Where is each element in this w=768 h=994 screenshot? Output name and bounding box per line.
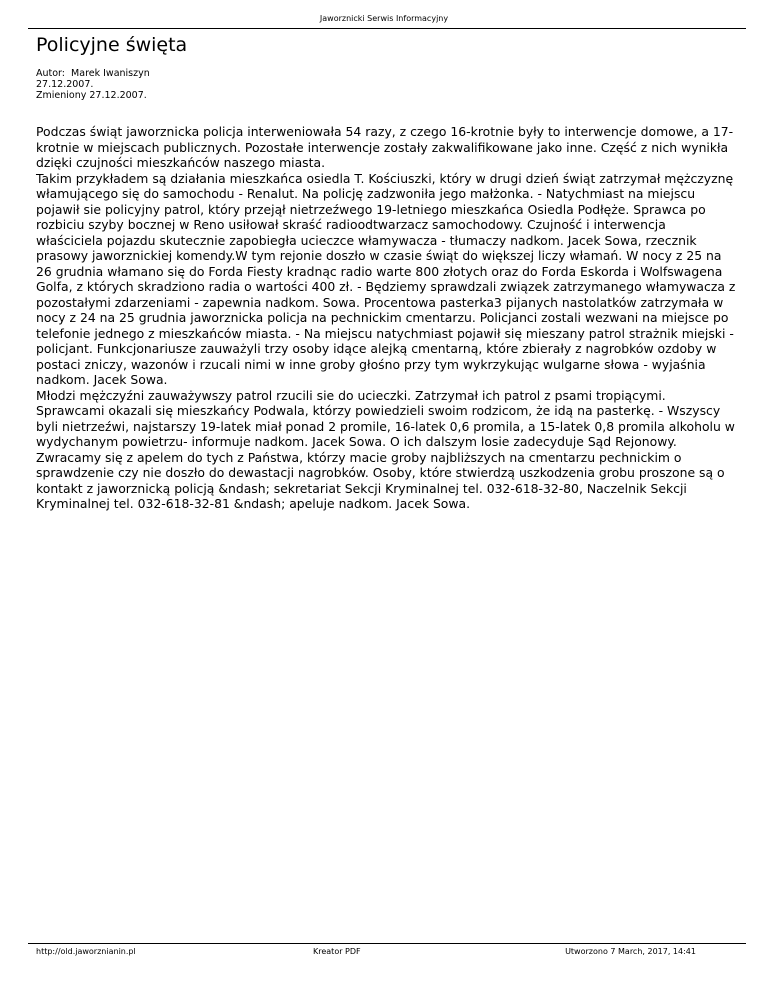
article-paragraph: Młodzi mężczyźni zauważywszy patrol rzucili sie do ucieczki. Zatrzymał ich patrol z psami tropiącymi. Sprawcami okazali się mieszkańcy Podwala, którzy powiedzieli swoim rodzicom, że idą na pasterkę. - Wszyscy byli nietrzeźwi, najstarszy 19-latek miał ponad 2 promile, 16-latek 0,6 promila, a 15-latek 0,8 promila alkoholu w wydychanym powietrzu- informuje nadkom. Jacek Sowa. O ich dalszym losie zadecyduje Sąd Rejonowy. Zwracamy się z apelem do tych z Państwa, którzy macie groby najbliższych na cmentarzu pechnickim o sprawdzenie czy nie doszło do dewastacji nagrobków. Osoby, które stwierdzą uszkodzenia grobu proszone są o kontakt z jaworznicką policją &ndash; sekretariat Sekcji Kryminalnej tel. 032-618-32-80, Naczelnik Sekcji Kryminalnej tel. 032-618-32-81 &ndash; apeluje nadkom. Jacek Sowa.: [36, 387, 735, 511]
author-line: [36, 68, 150, 79]
footer-divider: [28, 943, 746, 944]
article-title: Policyjne święta: [36, 34, 188, 56]
modified-date: Zmieniony 27.12.2007.: [36, 90, 147, 101]
author-label: Autor:: [36, 68, 65, 79]
footer-generator: Kreator PDF: [313, 947, 361, 956]
article-paragraph: Podczas świąt jaworznicka policja interweniowała 54 razy, z czego 16-krotnie były to interwencje domowe, a 17-krotnie w miejscach publicznych. Pozostałe interwencje zostały zakwalifikowane jako inne. Część z nich wynikła dzięki czujności mieszkańców naszego miasta.: [36, 124, 734, 170]
footer-created: Utworzono 7 March, 2017, 14:41: [565, 947, 696, 956]
article-body: [36, 124, 736, 512]
header-divider: [28, 28, 746, 29]
page-header-site-name: Jaworznicki Serwis Informacyjny: [319, 14, 449, 23]
footer-url: http://old.jaworznianin.pl: [36, 947, 136, 956]
publish-date: 27.12.2007.: [36, 79, 94, 90]
author-name: Marek Iwaniszyn: [71, 68, 150, 79]
article-paragraph: Takim przykładem są działania mieszkańca osiedla T. Kościuszki, który w drugi dzień świąt zatrzymał mężczyznę włamującego się do samochodu - Renalut. Na policję zadzwoniła jego małżonka. - Natychmiast na miejscu pojawił sie policyjny patrol, który przejął nietrzeźwego 19-letniego mieszkańca Osiedla Podłęże. Sprawca po rozbiciu szyby bocznej w Reno usiłował skraść radioodtwarzacz samochodowy. Czujność i interwencja właściciela pojazdu skutecznie zapobiegła ucieczce włamywacza - tłumaczy nadkom. Jacek Sowa, rzecznik prasowy jaworznickiej komendy.W tym rejonie doszło w czasie świąt do większej liczy włamań. W nocy z 25 na 26 grudnia włamano się do Forda Fiesty kradnąc radio warte 800 złotych oraz do Forda Eskorda i Wolfswagena Golfa, z których skradziono radia o wartości 400 zł. - Będziemy sprawdzali związek zatrzymanego włamywacza z pozostałymi zdarzeniami - zapewnia nadkom. Sowa. Procentowa pasterka3 pijanych nastolatków zatrzymała w nocy z 24 na 25 grudnia jaworznicka policja na pechnickim cmentarzu. Policjanci zostali wezwani na miejsce po telefonie jednego z mieszkańców miasta. - Na miejscu natychmiast pojawił się mieszany patrol strażnik miejski - policjant. Funkcjonariusze zauważyli trzy osoby idące alejką cmentarną, które zbierały z nagrobków ozdoby w postaci zniczy, wazonów i rzucali nimi w inne groby głośno przy tym wykrzykując wulgarne słowa - wyjaśnia nadkom. Jacek Sowa.: [36, 170, 736, 387]
article-meta: [36, 68, 150, 101]
